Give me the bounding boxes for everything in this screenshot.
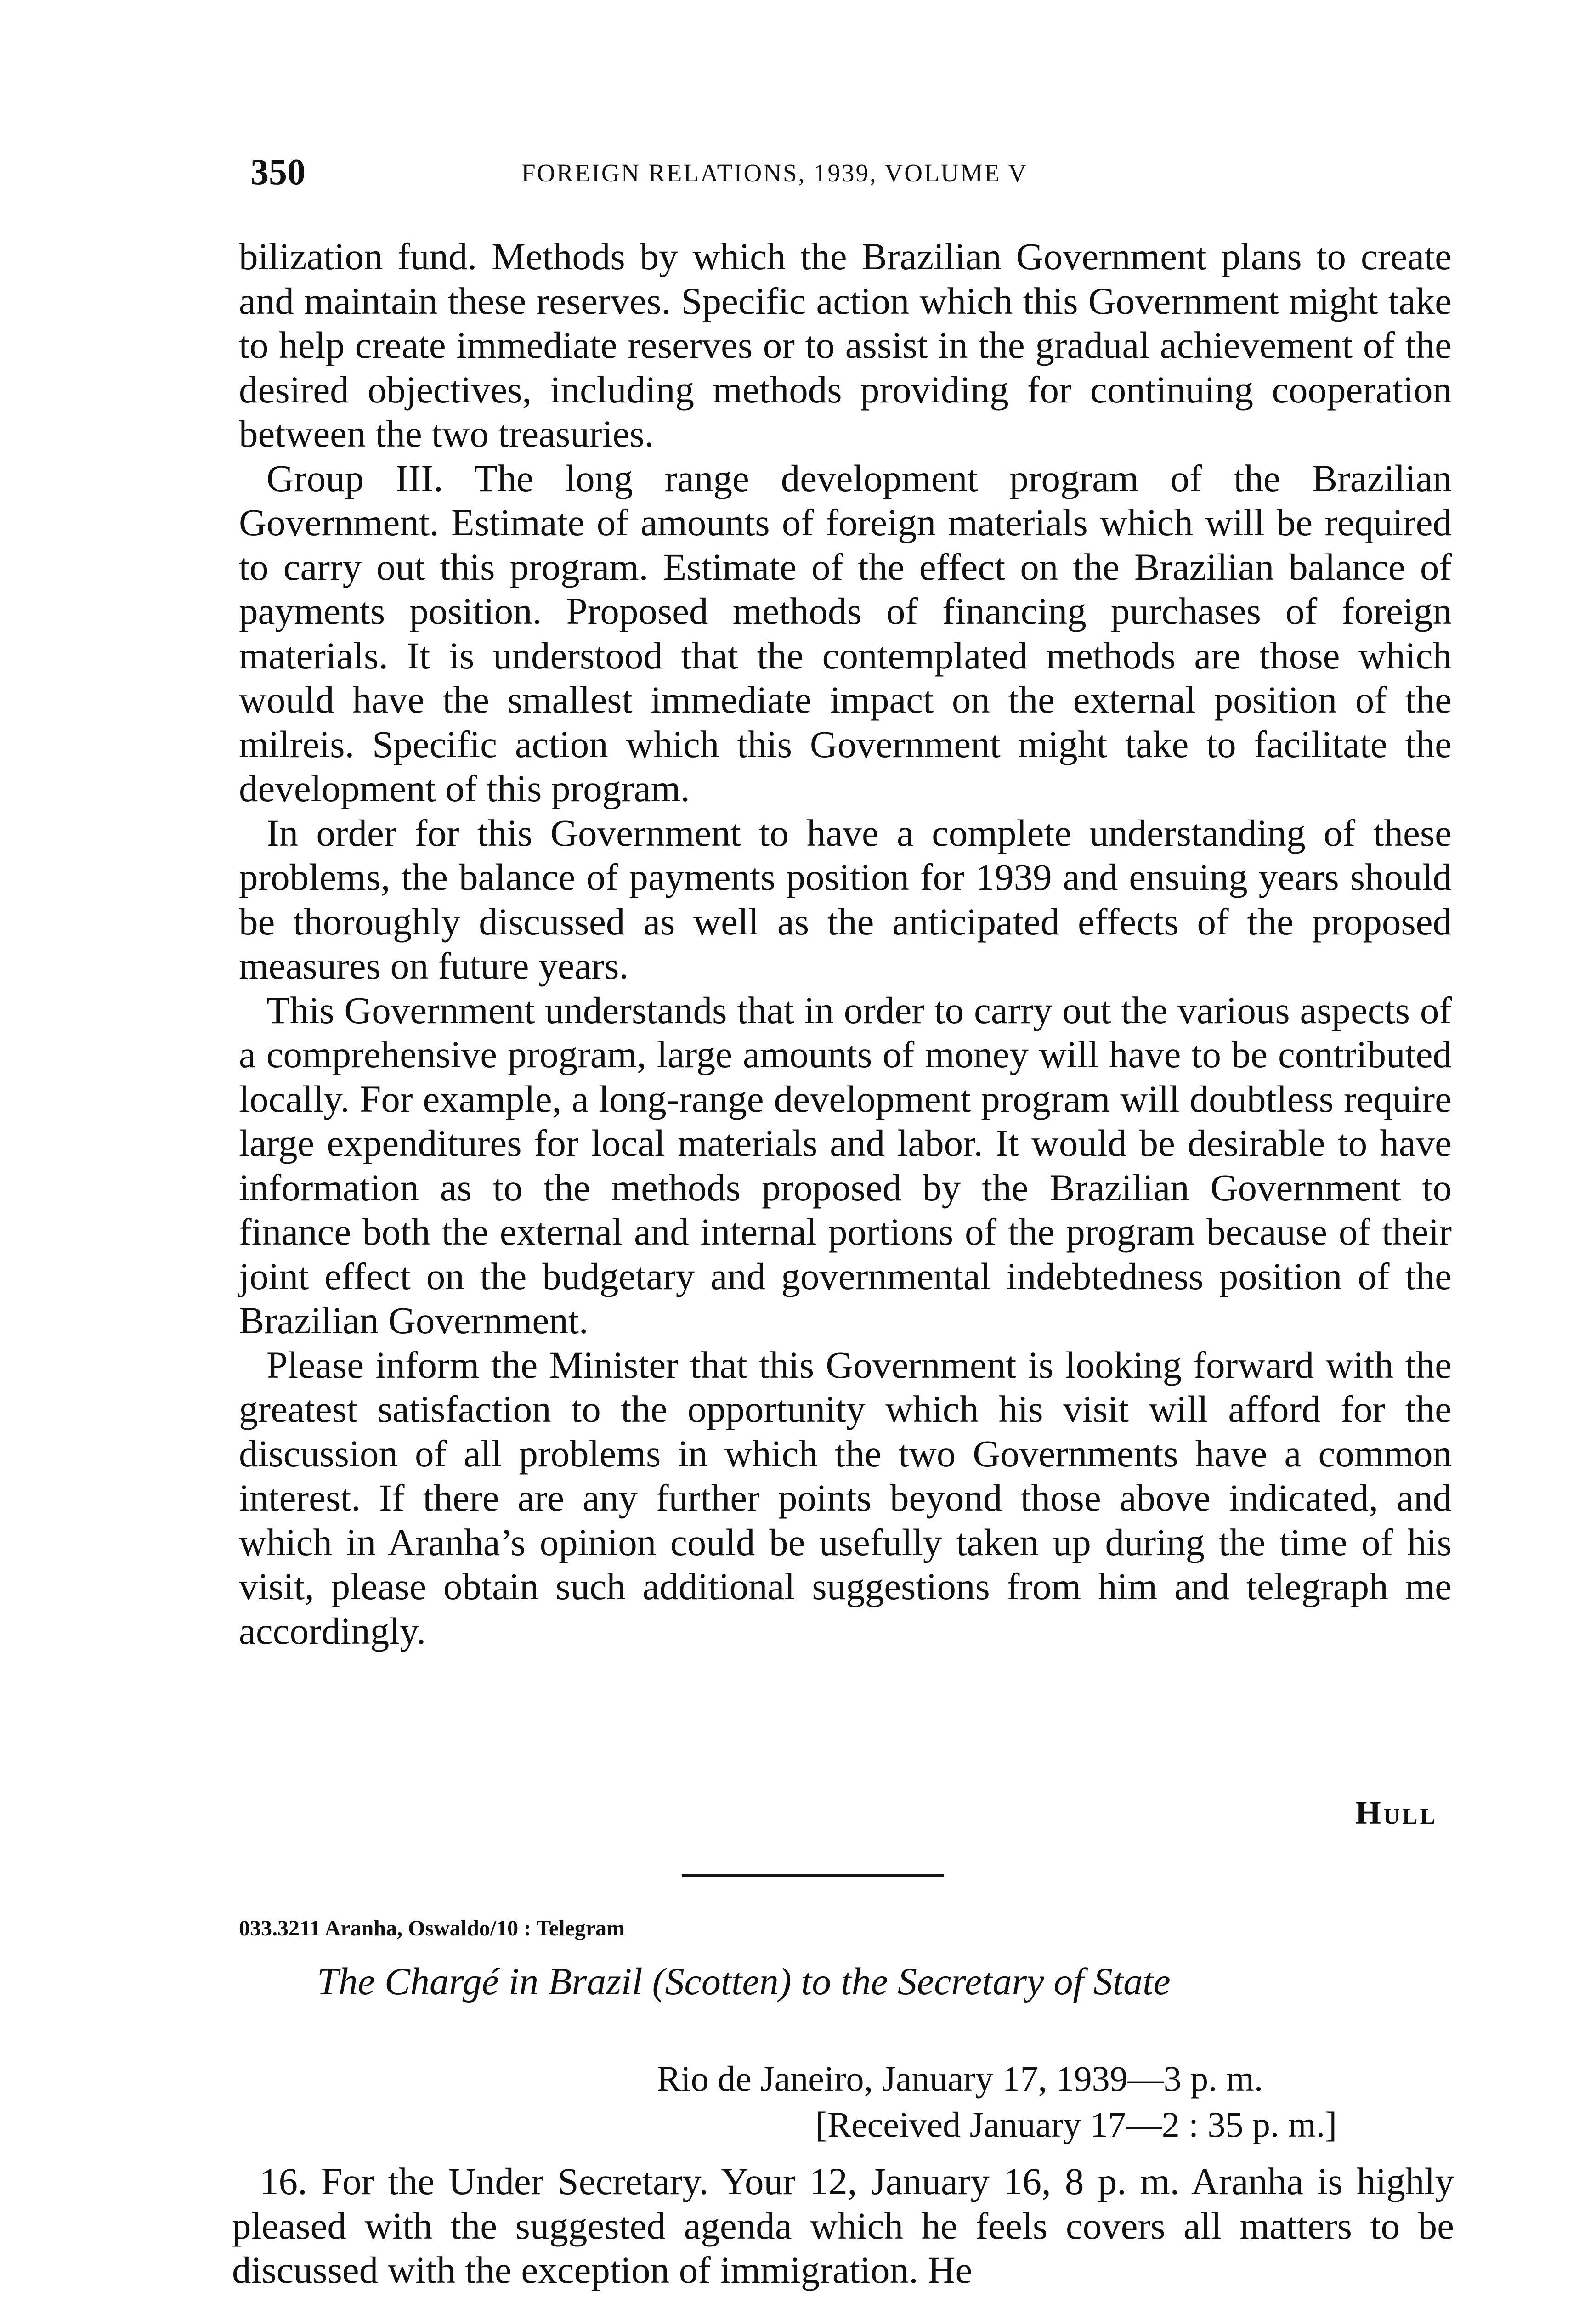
paragraph-continued: bilization fund. Methods by which the Brazilian Government plans to create and maintain these reserves. Specific action which this Government might take to help create immediate reserves or to assist in the gradual achievement of the desired objectives, including methods providing for continuing cooperation between the two treasuries. <box>239 235 1452 455</box>
running-head: FOREIGN RELATIONS, 1939, VOLUME V <box>521 159 1028 187</box>
section-divider <box>682 1874 944 1877</box>
page-header <box>250 154 1211 209</box>
main-text <box>239 234 1452 1653</box>
dateline: Rio de Janeiro, January 17, 1939—3 p. m. <box>657 2059 1263 2099</box>
file-reference: 033.3211 Aranha, Oswaldo/10 : Telegram <box>239 1916 625 1941</box>
paragraph-minister-visit: Please inform the Minister that this Government is looking forward with the greatest satisfaction to the opportunity which his visit will afford for the discussion of all problems in which the two Governments have a common interest. If there are any further points beyond those above indicated, and which in Aranha’s opinion could be usefully taken up during the time of his visit, please obtain such additional suggestions from him and telegraph me accordingly. <box>239 1343 1452 1652</box>
page-number: 350 <box>250 152 306 192</box>
signature-hull: Hull <box>1355 1794 1438 1831</box>
paragraph-group-iii: Group III. The long range development program of the Brazilian Government. Estimate of amounts of foreign materials which will be required to carry out this program. Estimate of the effect on the Brazilian balance of payments position. Proposed methods of financing purchases of foreign materials. It is understood that the contemplated methods are those which would have the smallest immediate impact on the external position of the milreis. Specific action which this Government might take to facilitate the development of this program. <box>239 457 1452 809</box>
paragraph-balance-of-payments: In order for this Government to have a complete understanding of these problems, the balance of payments position for 1939 and ensuing years should be thoroughly discussed as well as the anticipated effects of the proposed measures on future years. <box>239 811 1452 987</box>
paragraph-local-contributions: This Government understands that in order to carry out the various aspects of a comprehensive program, large amounts of money will have to be contributed locally. For example, a long-range development program will doubtless require large expenditures for local materials and labor. It would be desirable to have information as to the methods proposed by the Brazilian Government to finance both the external and internal portions of the program because of their joint effect on the budgetary and governmental indebtedness position of the Brazilian Government. <box>239 989 1452 1341</box>
received-note: [Received January 17—2 : 35 p. m.] <box>815 2105 1337 2144</box>
telegram-paragraph: 16. For the Under Secretary. Your 12, January 16, 8 p. m. Aranha is highly pleased with the suggested agenda which he feels covers all matters to be discussed with the exception of immigration. He <box>232 2160 1454 2291</box>
document-title: The Chargé in Brazil (Scotten) to the Secretary of State <box>317 1960 1171 2003</box>
telegram-body <box>232 2159 1454 2292</box>
